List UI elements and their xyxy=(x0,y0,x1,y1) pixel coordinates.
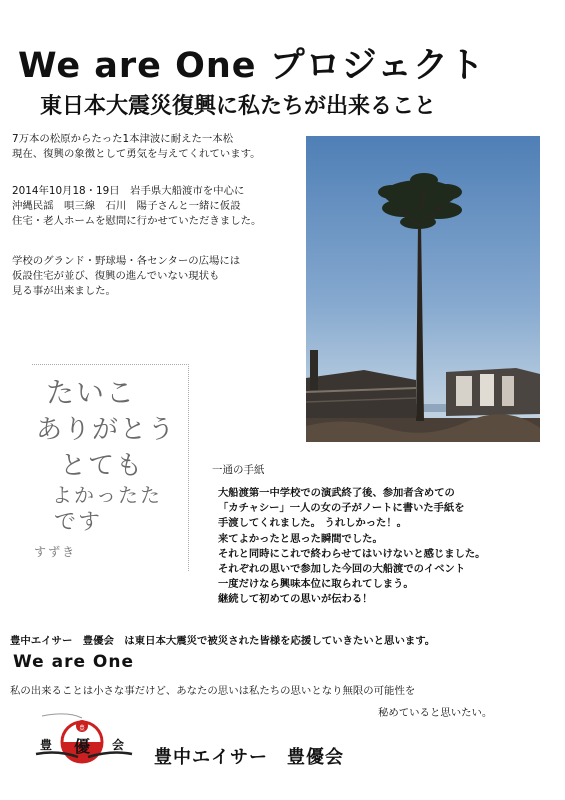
letter-body xyxy=(218,486,485,608)
note-signature: すずき xyxy=(34,545,77,559)
letter-line: それぞれの思いで参加した今回の大船渡でのイベント xyxy=(218,563,466,576)
letter-line: 継続して初めての思いが伝わる！ xyxy=(218,593,373,606)
intro-line: 沖縄民謡 唄三線 石川 陽子さんと一緒に仮設 xyxy=(12,200,241,212)
letter-line: 「カチャシー」一人の女の子がノートに書いた手紙を xyxy=(218,502,465,515)
lone-pine-photo xyxy=(306,136,540,442)
letter-line: 来てよかったと思った瞬間でした。 xyxy=(218,532,383,545)
message-line-1: 私の出来ることは小さな事だけど、あなたの思いは私たちの思いとなり無限の可能性を xyxy=(10,685,416,697)
intro-paragraph-1 xyxy=(12,132,261,162)
org-logo xyxy=(28,710,138,780)
slogan: We are One xyxy=(13,652,134,672)
organization-name: 豊中エイサー 豊優会 xyxy=(154,747,344,768)
page-title: We are One プロジェクト xyxy=(18,46,485,86)
handwritten-note xyxy=(32,364,189,571)
intro-line: 見る事が出来ました。 xyxy=(12,285,116,297)
intro-line: 住宅・老人ホームを慰問に行かせていただきました。 xyxy=(12,215,262,227)
letter-line: 一度だけなら興味本位に取られてしまう。 xyxy=(218,578,414,591)
logo-left-char: 豊 xyxy=(40,738,53,752)
letter-line: それと同時にこれで終わらせてはいけないと感じました。 xyxy=(218,547,486,560)
logo-right-char: 会 xyxy=(112,738,125,752)
note-line: たいこ xyxy=(46,376,137,409)
note-line: とても xyxy=(60,451,145,481)
note-line: です xyxy=(54,510,103,535)
letter-heading: 一通の手紙 xyxy=(212,464,265,476)
intro-line: 現在、復興の象徴として勇気を与えてくれています。 xyxy=(12,148,261,160)
intro-line: 2014年10月18・19日 岩手県大船渡市を中心に xyxy=(12,185,245,197)
support-statement: 豊中エイサー 豊優会 は東日本大震災で被災された皆様を応援していきたいと思います。 xyxy=(10,635,436,647)
intro-line: 仮設住宅が並び、復興の進んでいない現状も xyxy=(12,270,220,282)
logo-top-char: 豊 xyxy=(78,725,86,732)
note-line: ありがとう xyxy=(36,415,177,445)
message-line-2: 秘めていると思いたい。 xyxy=(378,707,493,719)
intro-paragraph-2 xyxy=(12,184,261,229)
page-subtitle: 東日本大震災復興に私たちが出来ること xyxy=(40,94,437,119)
note-line: よかったた xyxy=(52,483,162,507)
logo-center-char: 優 xyxy=(74,737,91,756)
intro-line: 学校のグランド・野球場・各センターの広場には xyxy=(12,255,241,267)
letter-line: 大船渡第一中学校での演武終了後、参加者含めての xyxy=(218,487,455,499)
letter-line: 手渡してくれました。 うれしかった！。 xyxy=(218,517,407,530)
intro-paragraph-3 xyxy=(12,254,240,299)
intro-line: 7万本の松原からたった1本津波に耐えた一本松 xyxy=(12,133,234,145)
